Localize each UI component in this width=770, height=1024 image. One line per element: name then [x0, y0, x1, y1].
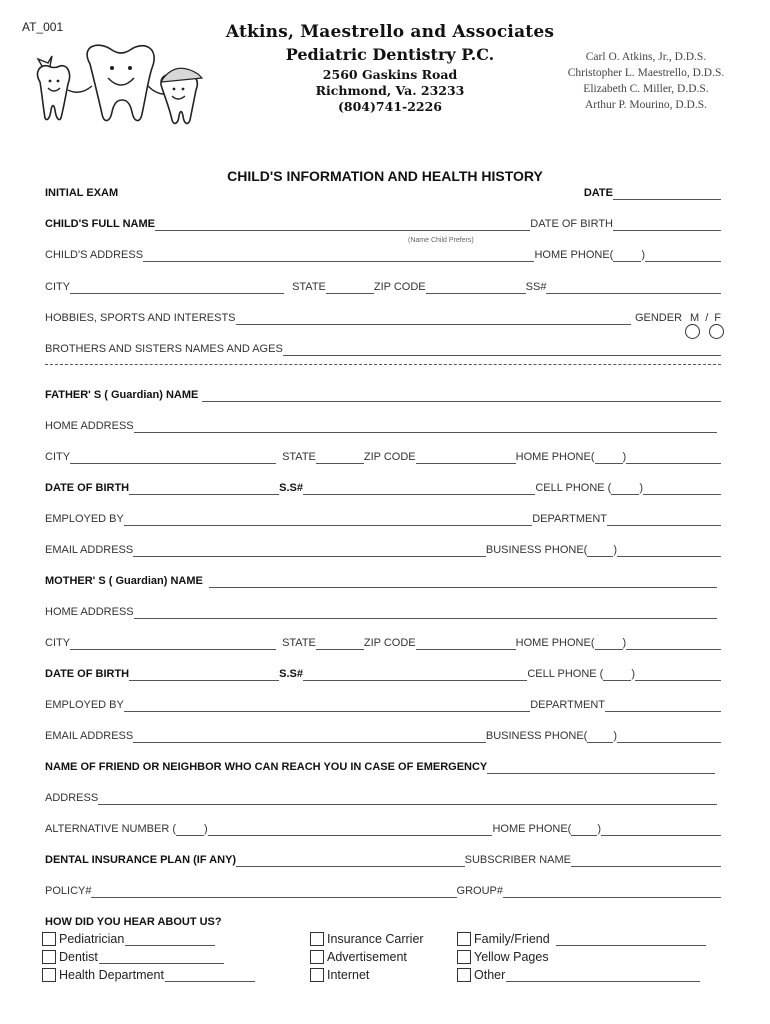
zip-label: ZIP CODE [363, 637, 416, 649]
father-ss-field[interactable] [303, 482, 535, 495]
father-name-row [45, 386, 721, 402]
father-address-field[interactable] [134, 420, 717, 433]
group-label: GROUP# [456, 885, 503, 897]
mother-employer-row [45, 696, 721, 712]
doctor-name: Carl O. Atkins, Jr., D.D.S. [585, 51, 707, 63]
emergency-contact-field[interactable] [487, 761, 715, 774]
department-label: DEPARTMENT [532, 513, 607, 525]
hobbies-label: HOBBIES, SPORTS AND INTERESTS [45, 312, 236, 324]
home-address-label: HOME ADDRESS [45, 420, 134, 432]
city-label: CITY [45, 451, 71, 463]
policy-row [45, 882, 721, 898]
siblings-field[interactable] [283, 343, 721, 356]
mother-email-field[interactable] [133, 730, 486, 743]
alternative-number-field[interactable] [208, 823, 493, 836]
gender-separator: / [705, 312, 709, 324]
mother-state-field[interactable] [316, 637, 364, 650]
subscriber-name-label: SUBSCRIBER NAME [464, 854, 571, 866]
doctor-name: Arthur P. Mourino, D.D.S. [584, 99, 708, 111]
mother-department-field[interactable] [605, 699, 721, 712]
paren: ) [631, 668, 635, 680]
option-line[interactable] [125, 933, 215, 946]
dental-insurance-field[interactable] [236, 854, 465, 867]
emergency-home-phone-field[interactable] [601, 823, 721, 836]
paren: ) [622, 637, 627, 649]
father-dob-row [45, 479, 721, 495]
policy-field[interactable] [91, 885, 456, 898]
child-dob-label: DATE OF BIRTH [530, 218, 613, 230]
referral-heading: HOW DID YOU HEAR ABOUT US? [45, 916, 222, 928]
gender-m-label: M [690, 312, 700, 324]
cell-phone-label: CELL PHONE ( [527, 668, 604, 680]
child-home-phone-area-field[interactable] [613, 249, 641, 262]
option-label: Pediatrician [59, 932, 125, 946]
child-home-phone-field[interactable] [645, 249, 721, 262]
father-address-row [45, 417, 721, 433]
mother-name-label: MOTHER' S ( Guardian) NAME [45, 575, 203, 587]
option-label: Other [474, 968, 506, 982]
child-address-row [45, 246, 721, 262]
practice-city: Richmond, Va. 23233 [315, 83, 465, 98]
mother-name-field[interactable] [209, 575, 717, 588]
gender-m-radio[interactable] [685, 324, 700, 339]
mother-employer-field[interactable] [124, 699, 530, 712]
father-city-field[interactable] [70, 451, 276, 464]
father-state-field[interactable] [316, 451, 364, 464]
subscriber-name-field[interactable] [571, 854, 721, 867]
paren: ) [613, 544, 617, 556]
date-label: DATE [583, 187, 613, 199]
dob-label: DATE OF BIRTH [45, 482, 130, 494]
emergency-row [45, 758, 721, 774]
referral-pediatrician[interactable] [42, 932, 215, 946]
mother-home-phone-field[interactable] [626, 637, 721, 650]
form-title: CHILD'S INFORMATION AND HEALTH HISTORY [227, 168, 543, 184]
mother-business-area-field[interactable] [587, 730, 613, 743]
mother-name-row [45, 572, 721, 588]
referral-advertisement[interactable] [310, 950, 407, 964]
child-city-field[interactable] [70, 281, 284, 294]
mother-phone-area-field[interactable] [595, 637, 623, 650]
father-city-row [45, 448, 721, 464]
name-child-prefers-note: (Name Child Prefers) [408, 237, 474, 244]
mother-email-row [45, 727, 721, 743]
father-employer-field[interactable] [124, 513, 532, 526]
gender-label: GENDER [634, 312, 683, 324]
option-line[interactable] [506, 969, 700, 982]
option-label: Dentist [59, 950, 98, 964]
hobbies-field[interactable] [236, 312, 631, 325]
department-label: DEPARTMENT [530, 699, 605, 711]
mother-business-phone-field[interactable] [617, 730, 721, 743]
father-name-field[interactable] [202, 389, 721, 402]
city-label: CITY [45, 281, 71, 293]
referral-insurance-carrier[interactable] [310, 932, 424, 946]
child-zip-field[interactable] [426, 281, 526, 294]
checkbox[interactable] [457, 968, 471, 982]
emergency-label: NAME OF FRIEND OR NEIGHBOR WHO CAN REACH YOU IN CASE OF EMERGENCY [45, 761, 488, 773]
home-phone-label: HOME PHONE( [492, 823, 572, 835]
doctor-list [548, 49, 744, 113]
checkbox[interactable] [310, 968, 324, 982]
home-phone-label: HOME PHONE( [515, 637, 595, 649]
doctor-name: Christopher L. Maestrello, D.D.S. [567, 67, 725, 79]
alternative-number-row [45, 820, 721, 836]
checkbox[interactable] [310, 950, 324, 964]
father-employer-row [45, 510, 721, 526]
father-business-area-field[interactable] [587, 544, 613, 557]
address-label: ADDRESS [45, 792, 99, 804]
referral-internet[interactable] [310, 968, 369, 982]
referral-other[interactable] [457, 968, 700, 982]
child-name-field[interactable] [155, 218, 530, 231]
father-cell-field[interactable] [643, 482, 721, 495]
practice-street: 2560 Gaskins Road [322, 67, 458, 82]
father-business-phone-field[interactable] [617, 544, 721, 557]
employed-by-label: EMPLOYED BY [45, 513, 124, 525]
practice-header [220, 22, 560, 115]
practice-address [220, 67, 560, 115]
practice-phone: (804)741-2226 [338, 99, 442, 114]
referral-dentist[interactable] [42, 950, 224, 964]
home-phone-label: HOME PHONE( [515, 451, 595, 463]
mother-dob-row [45, 665, 721, 681]
mother-dob-field[interactable] [129, 668, 279, 681]
city-label: CITY [45, 637, 71, 649]
father-department-field[interactable] [607, 513, 721, 526]
checkbox[interactable] [42, 950, 56, 964]
mother-cell-field[interactable] [635, 668, 721, 681]
ss-hash-label: S.S# [279, 482, 303, 494]
employed-by-label: EMPLOYED BY [45, 699, 124, 711]
practice-name: Atkins, Maestrello and Associates [225, 22, 555, 42]
siblings-label: BROTHERS AND SISTERS NAMES AND AGES [45, 343, 283, 355]
option-line[interactable] [99, 951, 224, 964]
cell-phone-label: CELL PHONE ( [535, 482, 612, 494]
zip-label: ZIP CODE [373, 281, 426, 293]
mother-zip-field[interactable] [416, 637, 516, 650]
checkbox[interactable] [457, 932, 471, 946]
option-label: Internet [327, 968, 370, 982]
option-label: Family/Friend [474, 932, 550, 946]
child-name-row [45, 215, 721, 231]
emergency-address-field[interactable] [98, 792, 717, 805]
child-address-field[interactable] [143, 249, 534, 262]
mother-address-field[interactable] [134, 606, 717, 619]
form-id: AT_001 [22, 20, 64, 34]
checkbox[interactable] [42, 968, 56, 982]
checkbox[interactable] [42, 932, 56, 946]
option-line[interactable] [165, 969, 255, 982]
child-city-row [45, 278, 721, 294]
father-home-phone-field[interactable] [626, 451, 721, 464]
state-label: STATE [282, 637, 316, 649]
alternative-area-field[interactable] [176, 823, 204, 836]
referral-yellow-pages[interactable] [457, 950, 549, 964]
child-state-field[interactable] [326, 281, 374, 294]
practice-subtitle: Pediatric Dentistry P.C. [285, 45, 495, 64]
mother-address-row [45, 603, 721, 619]
hobbies-row [45, 309, 721, 325]
paren: ) [613, 730, 617, 742]
option-line[interactable] [556, 933, 706, 946]
paren: ) [204, 823, 208, 835]
child-name-label: CHILD'S FULL NAME [45, 218, 155, 230]
mother-city-row [45, 634, 721, 650]
child-address-label: CHILD'S ADDRESS [45, 249, 144, 261]
paren: ) [597, 823, 601, 835]
child-dob-field[interactable] [613, 218, 721, 231]
father-dob-field[interactable] [129, 482, 279, 495]
zip-label: ZIP CODE [363, 451, 416, 463]
business-phone-label: BUSINESS PHONE( [485, 730, 588, 742]
email-label: EMAIL ADDRESS [45, 730, 134, 742]
date-field[interactable] [613, 187, 721, 200]
emergency-address-row [45, 789, 721, 805]
option-label: Advertisement [327, 950, 407, 964]
doctor-name: Elizabeth C. Miller, D.D.S. [583, 83, 709, 95]
gender-f-radio[interactable] [709, 324, 724, 339]
checkbox[interactable] [457, 950, 471, 964]
referral-family-friend[interactable] [457, 932, 706, 946]
initial-exam-row [45, 184, 721, 200]
tooth-family-logo-icon [28, 44, 233, 132]
policy-label: POLICY# [45, 885, 92, 897]
option-label: Health Department [59, 968, 164, 982]
state-label: STATE [282, 451, 316, 463]
business-phone-label: BUSINESS PHONE( [485, 544, 588, 556]
referral-health-department[interactable] [42, 968, 255, 982]
ss-hash-label: S.S# [279, 668, 303, 680]
insurance-row [45, 851, 721, 867]
mother-cell-area-field[interactable] [603, 668, 631, 681]
father-phone-area-field[interactable] [595, 451, 623, 464]
option-label: Insurance Carrier [327, 932, 424, 946]
state-label: STATE [292, 281, 326, 293]
paren: ) [639, 482, 643, 494]
checkbox[interactable] [310, 932, 324, 946]
mother-city-field[interactable] [70, 637, 276, 650]
child-home-phone-label: HOME PHONE( [534, 249, 614, 261]
father-cell-area-field[interactable] [611, 482, 639, 495]
alternative-number-label: ALTERNATIVE NUMBER ( [45, 823, 176, 835]
option-label: Yellow Pages [474, 950, 549, 964]
section-divider [45, 364, 721, 365]
initial-exam-label: INITIAL EXAM [45, 187, 119, 199]
mother-ss-field[interactable] [303, 668, 527, 681]
dental-insurance-label: DENTAL INSURANCE PLAN (IF ANY) [45, 854, 237, 866]
father-zip-field[interactable] [416, 451, 516, 464]
father-email-row [45, 541, 721, 557]
paren: ) [622, 451, 627, 463]
email-label: EMAIL ADDRESS [45, 544, 134, 556]
gender-f-label: F [714, 312, 721, 324]
paren: ) [641, 249, 645, 261]
emergency-phone-area-field[interactable] [571, 823, 597, 836]
dob-label: DATE OF BIRTH [45, 668, 130, 680]
father-email-field[interactable] [133, 544, 486, 557]
siblings-row [45, 340, 721, 356]
child-ss-field[interactable] [546, 281, 721, 294]
home-address-label: HOME ADDRESS [45, 606, 134, 618]
father-name-label: FATHER' S ( Guardian) NAME [45, 389, 199, 401]
group-field[interactable] [503, 885, 721, 898]
ss-label: SS# [525, 281, 547, 293]
